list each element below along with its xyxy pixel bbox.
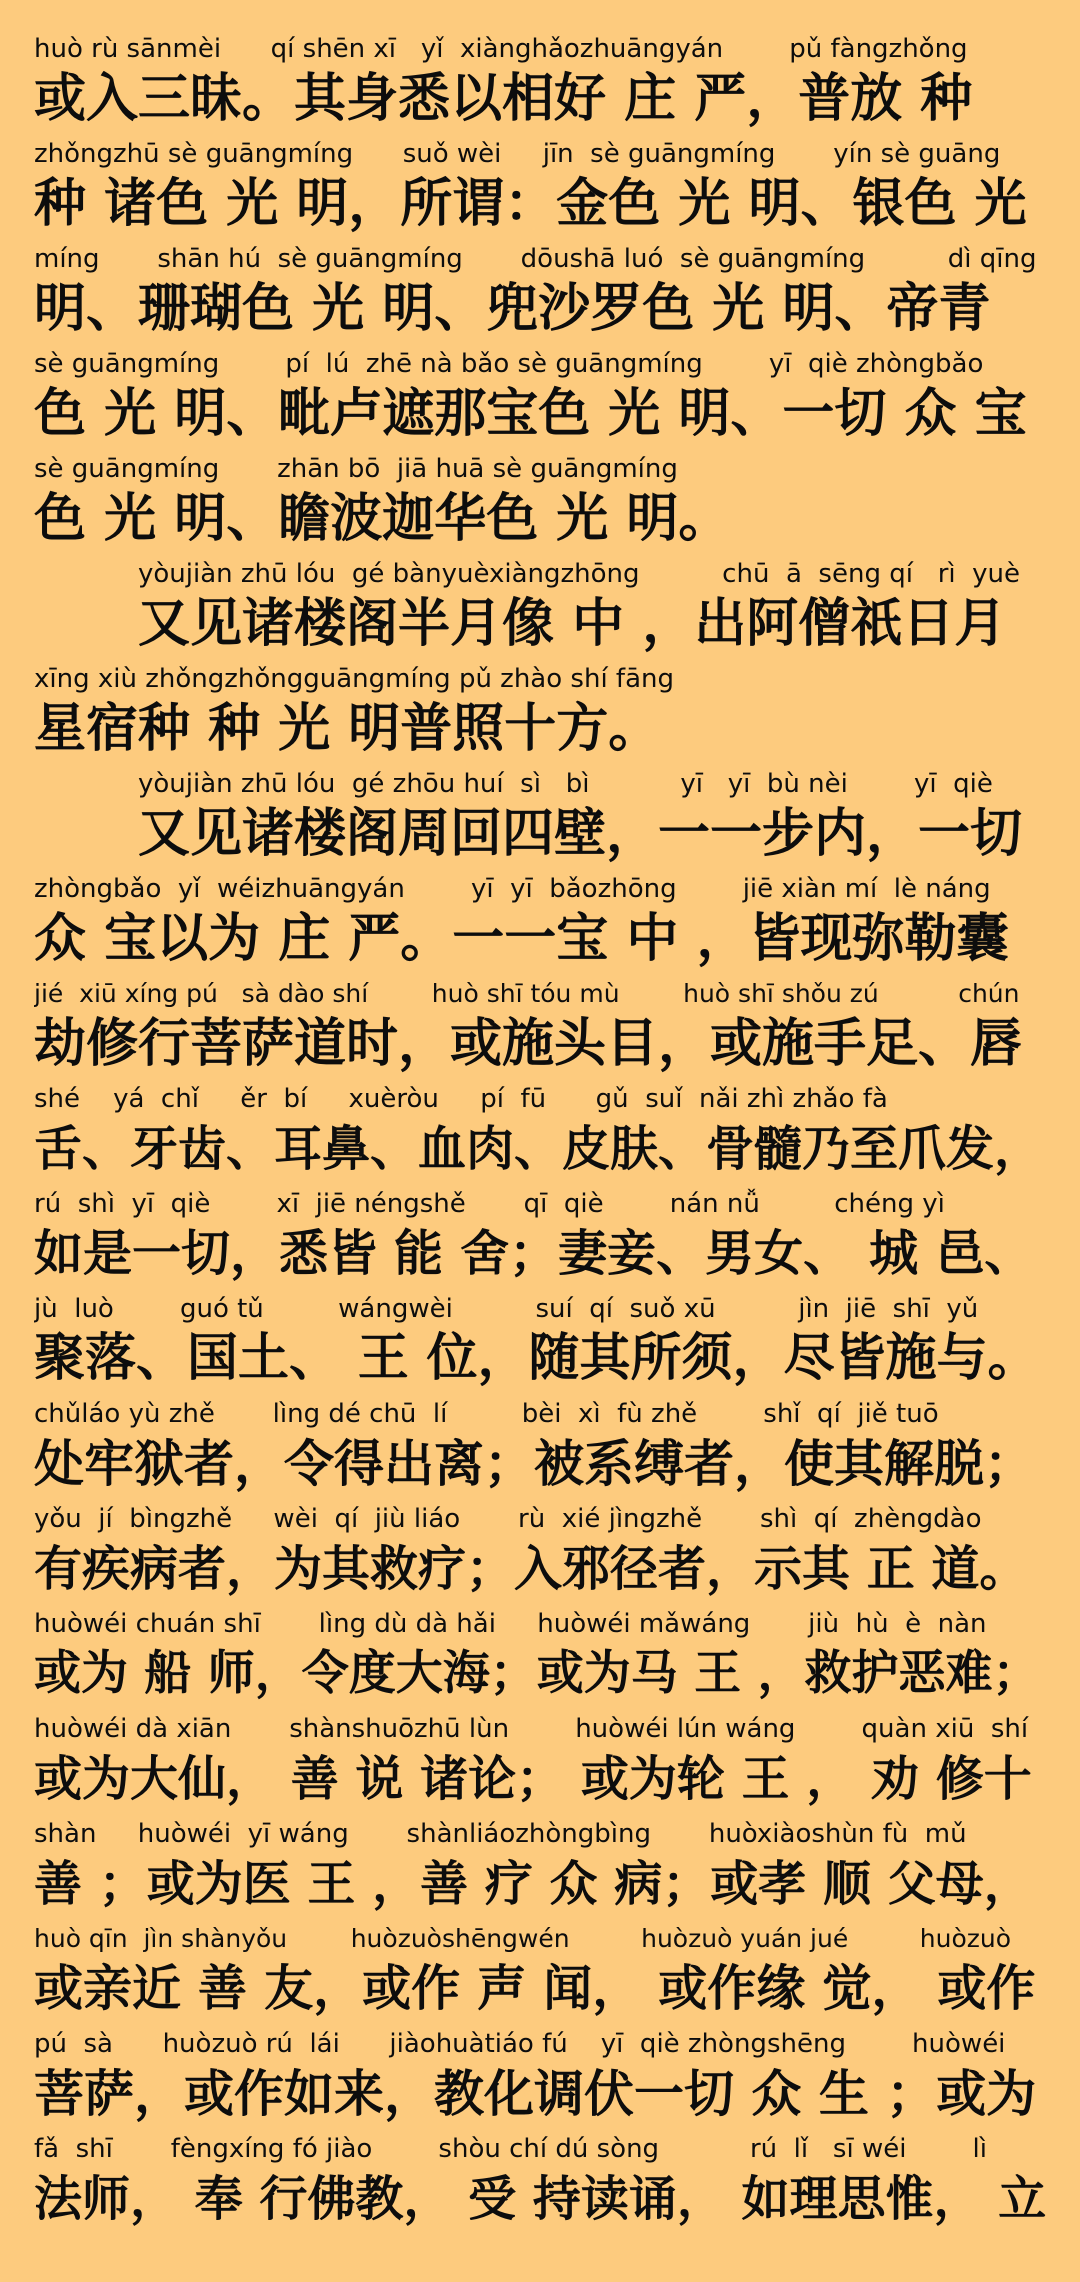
text-line — [34, 2025, 1046, 2130]
pinyin-annotation: xīng xiù zhǒngzhǒngguāngmíng pǔ zhào shí fāng — [34, 664, 674, 694]
chinese-text: 又见诸楼阁半月像 中 ，出阿僧祇日月 — [138, 594, 1007, 654]
pinyin-annotation: huò rù sānmèi qí shēn xī yǐ xiànghǎozhuāngyán pǔ fàngzhǒng — [34, 34, 968, 64]
text-line — [34, 450, 1046, 555]
text-line-indented — [138, 555, 1046, 660]
chinese-text: 星宿种 种 光 明普照十方。 — [34, 699, 661, 759]
text-line — [34, 1080, 1046, 1185]
pinyin-annotation: sè guāngmíng pí lú zhē nà bǎo sè guāngmíng yī qiè zhòngbǎo — [34, 349, 984, 379]
text-line — [34, 30, 1046, 135]
chinese-text: 有疾病者，为其救疗；入邪径者，示其 正 道。 — [34, 1541, 1028, 1597]
text-line — [34, 1605, 1046, 1710]
pinyin-annotation: míng shān hú sè guāngmíng dōushā luó sè guāngmíng dì qīng — [34, 244, 1037, 274]
pinyin-annotation: yǒu jí bìngzhě wèi qí jiù liáo rù xié jìngzhě shì qí zhèngdào — [34, 1504, 982, 1534]
chinese-text: 种 诸色 光 明，所谓：金色 光 明、银色 光 — [34, 174, 1027, 234]
chinese-text: 或为 船 师，令度大海；或为马 王 ，救护恶难； — [34, 1646, 1040, 1701]
pinyin-annotation: yòujiàn zhū lóu gé zhōu huí sì bì yī yī bù nèi yī qiè — [138, 769, 993, 799]
chinese-text: 舌、牙齿、耳鼻、血肉、皮肤、骨髓乃至爪发， — [34, 1121, 1043, 1177]
pinyin-annotation: jù luò guó tǔ wángwèi suí qí suǒ xū jìn jiē shī yǔ — [34, 1294, 979, 1324]
chinese-text: 明、珊瑚色 光 明、兜沙罗色 光 明、帝青 — [34, 279, 991, 339]
text-line — [34, 1395, 1046, 1500]
pinyin-annotation: zhòngbǎo yǐ wéizhuāngyán yī yī bǎozhōng jiē xiàn mí lè náng — [34, 874, 991, 904]
chinese-text: 众 宝以为 庄 严。一一宝 中 ，皆现弥勒囊 — [34, 909, 1009, 969]
text-line — [34, 975, 1046, 1080]
pinyin-annotation: zhǒngzhū sè guāngmíng suǒ wèi jīn sè guāngmíng yín sè guāng — [34, 139, 1001, 169]
chinese-text: 菩萨，或作如来，教化调伏一切 众 生 ；或为 — [34, 2065, 1037, 2123]
chinese-text: 色 光 明、瞻波迦华色 光 明。 — [34, 489, 731, 549]
pinyin-annotation: huòwéi dà xiān shànshuōzhū lùn huòwéi lún wáng quàn xiū shí — [34, 1714, 1029, 1744]
text-line-indented — [138, 765, 1046, 870]
chinese-text: 色 光 明、毗卢遮那宝色 光 明、一切 众 宝 — [34, 384, 1027, 444]
chinese-text: 劫修行菩萨道时，或施头目，或施手足、唇 — [34, 1014, 1023, 1074]
chinese-text: 或亲近 善 友，或作 声 闻， 或作缘 觉， 或作 — [34, 1960, 1036, 2017]
pinyin-annotation: chǔláo yù zhě lìng dé chū lí bèi xì fù zhě shǐ qí jiě tuō — [34, 1399, 939, 1429]
text-line — [34, 1920, 1046, 2025]
chinese-text: 法师， 奉 行佛教， 受 持读诵， 如理思惟， 立 — [34, 2171, 1046, 2227]
pinyin-annotation: shàn huòwéi yī wáng shànliáozhòngbìng huòxiàoshùn fù mǔ — [34, 1819, 967, 1849]
chinese-text: 善 ；或为医 王 ，善 疗 众 病；或孝 顺 父母， — [34, 1856, 1032, 1912]
pinyin-annotation: jié xiū xíng pú sà dào shí huò shī tóu mù huò shī shǒu zú chún — [34, 979, 1020, 1008]
pinyin-annotation: huòwéi chuán shī lìng dù dà hǎi huòwéi mǎwáng jiù hù è nàn — [34, 1609, 987, 1639]
pinyin-annotation: huò qīn jìn shànyǒu huòzuòshēngwén huòzuò yuán jué huòzuò — [34, 1924, 1012, 1953]
text-line — [34, 135, 1046, 240]
pinyin-annotation: sè guāngmíng zhān bō jiā huā sè guāngmíng — [34, 454, 678, 484]
text-line — [34, 2130, 1046, 2235]
text-line — [34, 345, 1046, 450]
text-line — [34, 1185, 1046, 1290]
chinese-text: 又见诸楼阁周回四壁，一一步内，一切 — [138, 804, 1023, 864]
chinese-text: 聚落、国土、 王 位，随其所须，尽皆施与。 — [34, 1329, 1039, 1388]
text-line — [34, 1500, 1046, 1605]
pinyin-annotation: fǎ shī fèngxíng fó jiào shòu chí dú sòng rú lǐ sī wéi lì — [34, 2134, 987, 2164]
pinyin-annotation: yòujiàn zhū lóu gé bànyuèxiàngzhōng chū ā sēng qí rì yuè — [138, 559, 1021, 589]
text-line — [34, 1815, 1046, 1920]
text-line — [34, 870, 1046, 975]
text-line — [34, 240, 1046, 345]
pinyin-annotation: rú shì yī qiè xī jiē néngshě qī qiè nán nǚ chéng yì — [34, 1189, 945, 1219]
pinyin-annotation: shé yá chǐ ěr bí xuèròu pí fū gǔ suǐ nǎi zhì zhǎo fà — [34, 1084, 888, 1114]
text-line — [34, 660, 1046, 765]
chinese-text: 或为大仙， 善 说 诸论； 或为轮 王 ， 劝 修十 — [34, 1751, 1032, 1807]
pinyin-annotation: pú sà huòzuò rú lái jiàohuàtiáo fú yī qiè zhòngshēng huòwéi — [34, 2029, 1006, 2059]
chinese-text: 或入三昧。其身悉以相好 庄 严，普放 种 — [34, 69, 973, 129]
chinese-text: 如是一切，悉皆 能 舍；妻妾、男女、 城 邑、 — [34, 1225, 1034, 1282]
text-line — [34, 1290, 1046, 1395]
text-line — [34, 1710, 1046, 1815]
chinese-text: 处牢狱者，令得出离；被系缚者，使其解脱； — [34, 1435, 1034, 1493]
